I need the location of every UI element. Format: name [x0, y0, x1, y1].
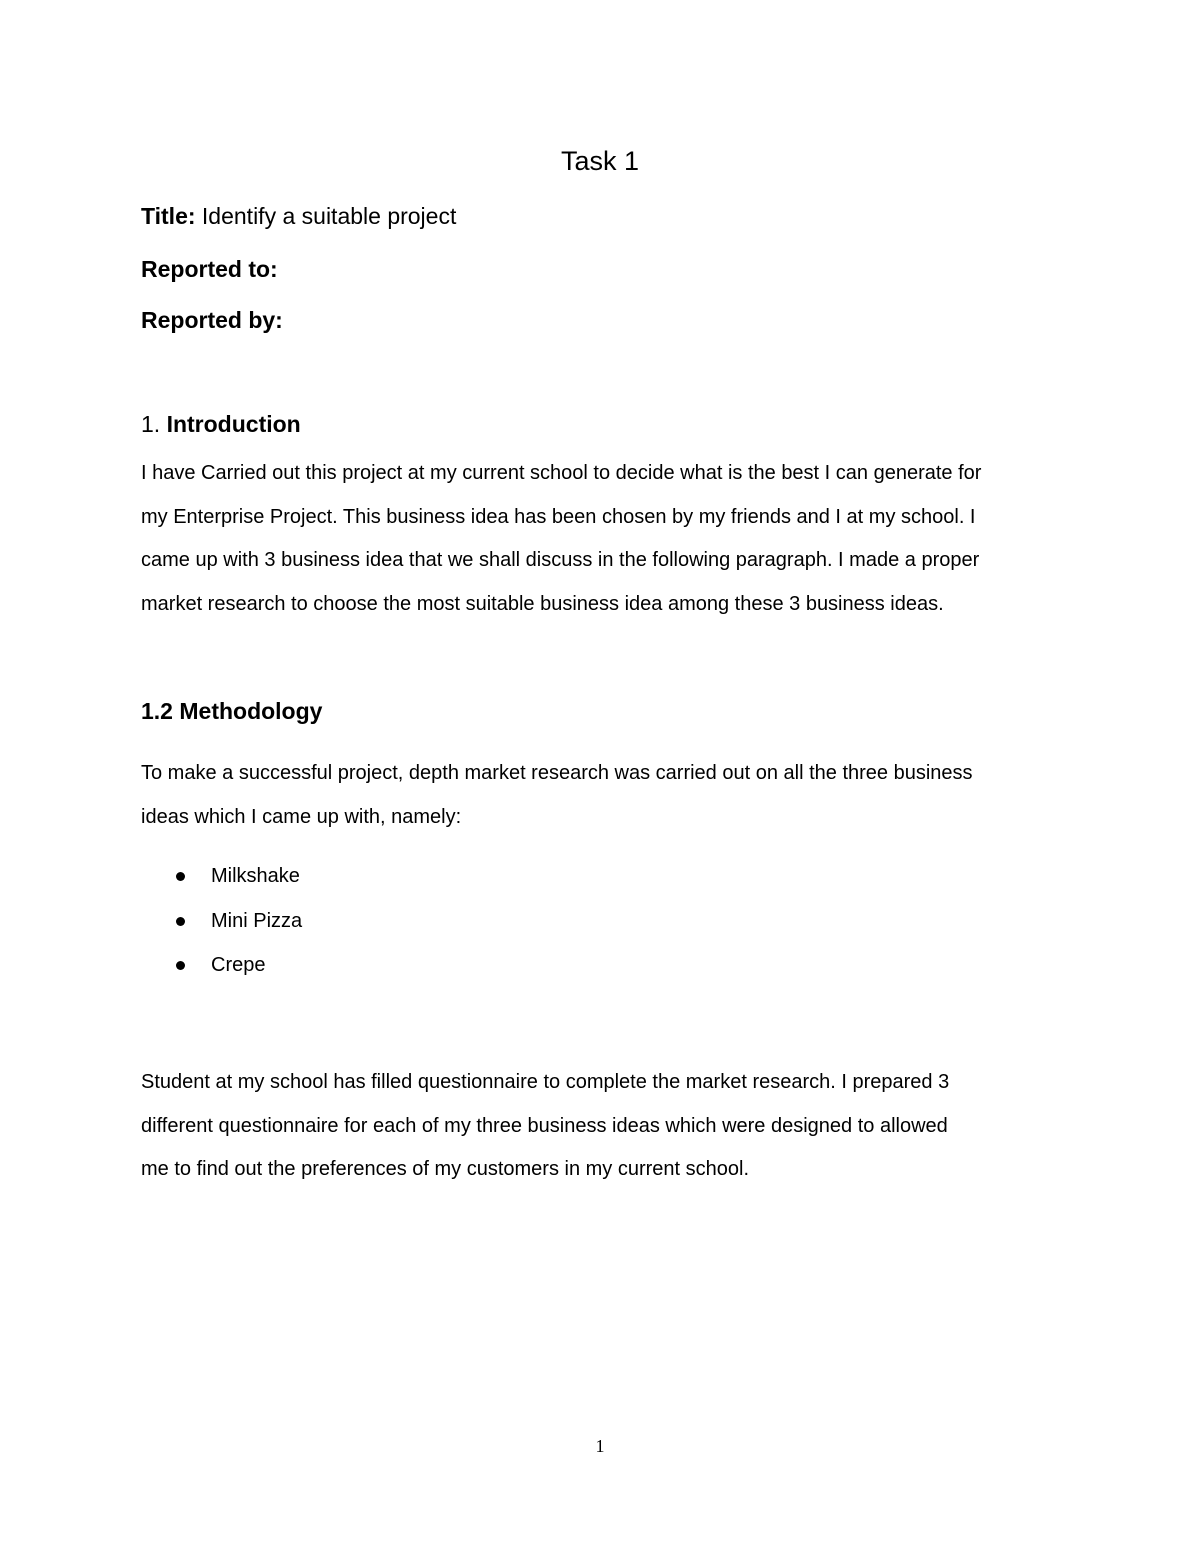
bullet-icon: [176, 961, 185, 970]
paragraph-line: Student at my school has filled questionnaire to complete the market research. I prepared 3: [141, 1071, 950, 1093]
methodology-heading: 1.2 Methodology: [141, 698, 323, 724]
paragraph-line: me to find out the preferences of my customers in my current school.: [141, 1158, 750, 1180]
paragraph-line: my Enterprise Project. This business idea has been chosen by my friends and I at my school. I: [141, 505, 976, 528]
bullet-icon: [176, 917, 185, 926]
meta-reported-by-line: [141, 305, 283, 335]
introduction-number: 1.: [141, 411, 161, 437]
paragraph-line: I have Carried out this project at my current school to decide what is the best I can generate for: [141, 462, 982, 484]
market-research-paragraph: [141, 1067, 1066, 1198]
paragraph-line: market research to choose the most suitable business idea among these 3 business ideas.: [141, 592, 944, 615]
bullet-icon: [176, 872, 185, 881]
introduction-paragraph: [141, 458, 1066, 632]
paragraph-line: came up with 3 business idea that we shall discuss in the following paragraph. I made a proper: [141, 549, 980, 571]
meta-title-line: [141, 201, 456, 231]
meta-reported-to-line: [141, 254, 278, 284]
task-title: Task 1: [560, 146, 640, 176]
paragraph-line: different questionnaire for each of my three business ideas which were designed to allowed: [141, 1114, 948, 1137]
paragraph-line: ideas which I came up with, namely:: [141, 805, 462, 828]
paragraph-line: To make a successful project, depth market research was carried out on all the three business: [141, 762, 973, 784]
title-value: Identify a suitable project: [201, 203, 457, 229]
page-number: 1: [595, 1436, 605, 1456]
list-item: [141, 861, 302, 906]
business-ideas-list: [141, 861, 302, 995]
introduction-heading-text: Introduction: [166, 411, 301, 437]
reported-by-label: Reported by:: [141, 307, 283, 333]
title-label: Title:: [141, 203, 196, 229]
reported-to-label: Reported to:: [141, 256, 278, 282]
list-item: [141, 906, 302, 951]
methodology-paragraph: [141, 758, 1066, 845]
introduction-heading: [141, 409, 301, 439]
list-item-text: Mini Pizza: [211, 909, 303, 932]
list-item-text: Crepe: [211, 954, 266, 976]
list-item: [141, 950, 302, 995]
list-item-text: Milkshake: [211, 865, 300, 887]
